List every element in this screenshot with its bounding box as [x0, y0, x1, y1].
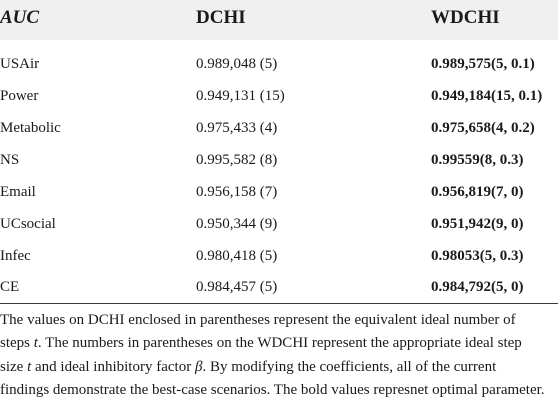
wdchi-value: 0.956,819(7, 0) — [431, 184, 524, 200]
header-dchi: DCHI — [196, 7, 246, 28]
wdchi-value: 0.984,792(5, 0) — [431, 279, 524, 295]
table-header — [0, 0, 558, 40]
footnote-text: . By modifying the coefficients, all of the current findings demonstrate the best-case scenarios. The bold values represnet optimal parameter. — [0, 358, 545, 399]
table-bottom-rule — [0, 303, 558, 304]
dchi-value: 0.989,048 (5) — [196, 56, 278, 72]
dataset-name: NS — [0, 152, 20, 168]
dataset-name: USAir — [0, 56, 40, 72]
table-row — [0, 208, 558, 240]
table-row — [0, 144, 558, 176]
dchi-value: 0.949,131 (15) — [196, 88, 285, 104]
dchi-value: 0.980,418 (5) — [196, 248, 278, 264]
wdchi-value: 0.975,658(4, 0.2) — [431, 120, 535, 136]
dchi-value: 0.950,344 (9) — [196, 216, 278, 232]
footnote-text: . The numbers in parentheses on the WDCHI represent the appropriate ideal step size — [0, 335, 522, 375]
table-row — [0, 48, 558, 80]
wdchi-value: 0.98053(5, 0.3) — [431, 248, 524, 264]
dchi-value: 0.956,158 (7) — [196, 184, 278, 200]
dchi-value: 0.984,457 (5) — [196, 279, 278, 295]
wdchi-value: 0.99559(8, 0.3) — [431, 152, 524, 168]
footnote-var-t: t — [27, 358, 32, 375]
dataset-name: CE — [0, 279, 20, 295]
dataset-name: Email — [0, 184, 36, 200]
table-row — [0, 80, 558, 112]
footnote-var-t: t — [33, 335, 38, 352]
footnote-var-beta: β — [194, 358, 203, 375]
dataset-name: UCsocial — [0, 216, 56, 232]
footnote-text: and ideal inhibitory factor — [31, 358, 195, 375]
table-row — [0, 240, 558, 272]
wdchi-value: 0.951,942(9, 0) — [431, 216, 524, 232]
dchi-value: 0.995,582 (8) — [196, 152, 278, 168]
wdchi-value: 0.989,575(5, 0.1) — [431, 56, 535, 72]
dataset-name: Metabolic — [0, 120, 61, 136]
table-row — [0, 112, 558, 144]
wdchi-value: 0.949,184(15, 0.1) — [431, 88, 543, 104]
dataset-name: Infec — [0, 248, 31, 264]
table-row — [0, 176, 558, 208]
header-wdchi: WDCHI — [431, 7, 500, 28]
dchi-value: 0.975,433 (4) — [196, 120, 278, 136]
table-footnote — [0, 309, 548, 403]
table-row — [0, 271, 558, 303]
footnote-text: The values on DCHI enclosed in parentheses represent the equivalent ideal number of steps — [0, 312, 516, 352]
dataset-name: Power — [0, 88, 39, 104]
header-auc: AUC — [0, 7, 40, 28]
